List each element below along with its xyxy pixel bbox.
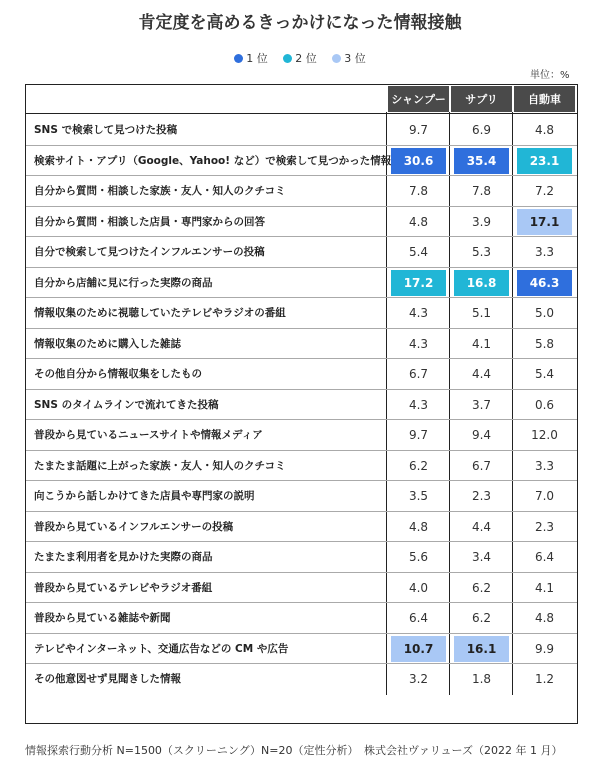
table-cell: 5.1 — [471, 306, 492, 320]
table-cell: 30.6 — [391, 148, 446, 174]
table-cell: 3.5 — [408, 489, 429, 503]
legend-dot-rank-2 — [283, 54, 292, 63]
table-cell: 5.8 — [534, 336, 555, 351]
table-cell: 3.7 — [471, 397, 492, 412]
table-cell: 7.2 — [534, 184, 555, 198]
table-cell: 3.9 — [471, 214, 492, 229]
row-label: 自分から質問・相談した家族・友人・知人のクチコミ — [34, 185, 286, 197]
table-cell: 10.7 — [391, 636, 446, 662]
table-cell: 5.0 — [534, 306, 555, 320]
table-cell: 6.2 — [408, 458, 429, 473]
footer-note: 情報探索行動分析 N=1500（スクリーニング）N=20（定性分析） 株式会社ヴァリューズ（2022 年 1 月） — [25, 744, 563, 757]
legend-dot-rank-1 — [234, 54, 243, 63]
table-cell: 1.8 — [471, 672, 492, 686]
table-cell: 9.4 — [471, 428, 492, 442]
row-divider — [26, 113, 577, 114]
table-cell: 2.3 — [471, 489, 492, 503]
legend-item-rank-3 — [332, 50, 366, 66]
legend-label-rank-2: 2 位 — [295, 52, 317, 65]
row-label: 普段から見ている雑誌や新聞 — [34, 612, 171, 624]
table-cell: 0.6 — [534, 397, 555, 412]
table-cell: 4.8 — [534, 123, 555, 137]
table-cell: 12.0 — [531, 428, 558, 442]
legend-label-rank-1: 1 位 — [246, 52, 268, 65]
row-label: 普段から見ているテレビやラジオ番組 — [34, 581, 213, 594]
table-cell: 4.1 — [471, 336, 492, 351]
row-label: 普段から見ているニュースサイトや情報メディア — [34, 429, 263, 441]
unit-label: 単位：% — [530, 70, 570, 81]
table-cell: 3.3 — [534, 458, 555, 473]
table-cell: 4.8 — [534, 611, 555, 625]
row-label: 検索サイト・アプリ（Google、Yahoo! など）で検索して見つかった情報 — [34, 154, 392, 167]
table-cell: 7.0 — [534, 489, 555, 503]
legend-item-rank-2 — [283, 50, 317, 66]
table-cell: 6.9 — [471, 123, 492, 137]
table-cell: 3.2 — [408, 672, 429, 686]
row-label: 情報収集のために視聴していたテレビやラジオの番組 — [34, 307, 286, 319]
row-label: その他意図せず見聞きした情報 — [34, 673, 181, 685]
legend-item-rank-1 — [234, 50, 268, 66]
table-cell: 5.4 — [534, 367, 555, 381]
table-cell: 3.3 — [534, 245, 555, 259]
table-cell: 17.2 — [391, 270, 446, 296]
row-label: 情報収集のために購入した雑誌 — [34, 337, 181, 350]
table-cell: 4.3 — [408, 397, 429, 412]
column-divider-1 — [386, 112, 387, 695]
row-label: SNS のタイムラインで流れてきた投稿 — [34, 398, 219, 411]
table-cell: 16.1 — [454, 636, 509, 662]
table-cell: 4.8 — [408, 214, 429, 229]
row-label: SNS で検索して見つけた投稿 — [34, 124, 178, 136]
column-divider-3 — [512, 112, 513, 695]
row-label: 自分で検索して見つけたインフルエンサーの投稿 — [34, 246, 265, 258]
table-cell: 9.7 — [408, 123, 429, 137]
table-cell: 6.4 — [534, 550, 555, 564]
table-cell: 4.3 — [408, 336, 429, 351]
table-cell: 46.3 — [517, 270, 572, 296]
row-label: テレビやインターネット、交通広告などの CM や広告 — [34, 642, 289, 655]
row-label: 自分から質問・相談した店員・専門家からの回答 — [34, 215, 265, 228]
row-label: 自分から店舗に見に行った実際の商品 — [34, 276, 213, 289]
table-cell: 6.7 — [408, 367, 429, 381]
table-cell: 4.4 — [471, 519, 492, 534]
table-cell: 4.3 — [408, 306, 429, 320]
table-cell: 16.8 — [454, 270, 509, 296]
table-cell: 6.2 — [471, 611, 492, 625]
table-cell: 5.6 — [408, 550, 429, 564]
legend-label-rank-3: 3 位 — [344, 52, 366, 65]
column-header-2: サプリ — [451, 86, 512, 112]
table-cell: 9.9 — [534, 641, 555, 656]
table-cell: 23.1 — [517, 148, 572, 174]
column-header-1: シャンプー — [388, 86, 449, 112]
row-label: 普段から見ているインフルエンサーの投稿 — [34, 520, 234, 533]
legend-dot-rank-3 — [332, 54, 341, 63]
table-cell: 4.4 — [471, 367, 492, 381]
table-cell: 7.8 — [471, 184, 492, 198]
table-cell: 9.7 — [408, 428, 429, 442]
column-header-3: 自動車 — [514, 86, 575, 112]
table-cell: 7.8 — [408, 184, 429, 198]
table-cell: 17.1 — [517, 209, 572, 235]
table-cell: 6.4 — [408, 611, 429, 625]
table-cell: 4.1 — [534, 580, 555, 595]
table-cell: 2.3 — [534, 519, 555, 534]
legend — [0, 50, 600, 66]
chart-title: 肯定度を高めるきっかけになった情報接触 — [138, 13, 462, 33]
table-cell: 3.4 — [471, 550, 492, 564]
table-cell: 35.4 — [454, 148, 509, 174]
row-label: その他自分から情報収集をしたもの — [34, 368, 202, 380]
table-cell: 4.0 — [408, 580, 429, 595]
row-label: たまたま話題に上がった家族・友人・知人のクチコミ — [34, 459, 286, 472]
table-cell: 6.7 — [471, 458, 492, 473]
row-label: 向こうから話しかけてきた店員や専門家の説明 — [34, 490, 255, 502]
table-cell: 5.3 — [471, 245, 492, 259]
table-cell: 4.8 — [408, 519, 429, 534]
row-label: たまたま利用者を見かけた実際の商品 — [34, 551, 213, 563]
table-cell: 5.4 — [408, 245, 429, 259]
table-cell: 6.2 — [471, 580, 492, 595]
table-cell: 1.2 — [534, 672, 555, 686]
column-divider-2 — [449, 112, 450, 695]
